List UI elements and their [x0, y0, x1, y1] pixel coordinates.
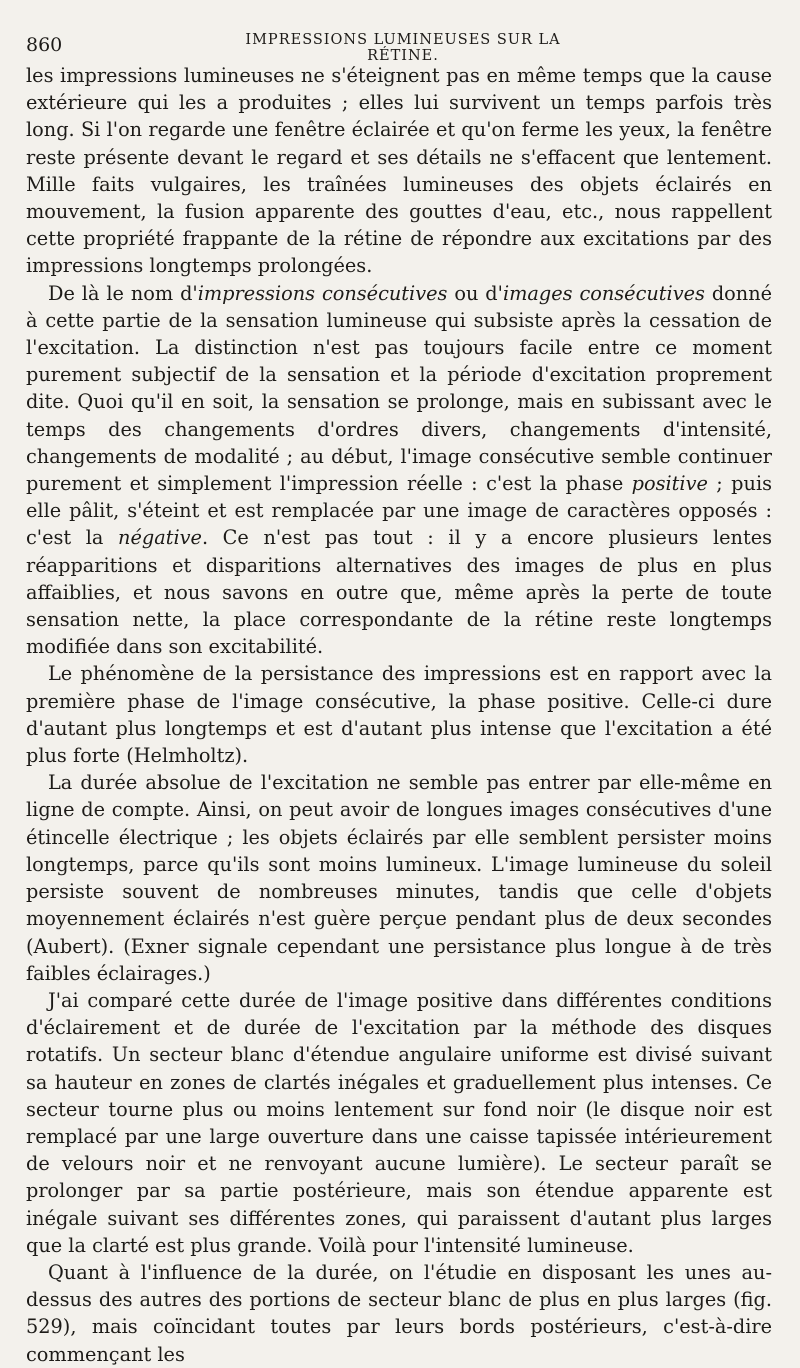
text-run: donné à cette partie de la sensation lumineuse qui subsiste après la cessation de l'excitation. La distinction n'est pas toujours facile entre ce moment purement subjectif de la sensation et la période d'excitation proprement dite. Quoi qu'il en soit, la sensation se prolonge, mais en subissant avec le temps des changements d'ordres divers, changements d'intensité, changements de modalité ; au début, l'image consécutive semble continuer purement et simplement l'impression réelle : c'est la phase — [26, 281, 773, 496]
text-run: Quant à l'influence de la durée, on l'étudie en disposant les unes au-dessus des autres des portions de secteur blanc de plus en plus larges (fig. 529), mais coïncidant toutes par leurs bords postérieurs, c'est-à-dire commençant les — [26, 1260, 772, 1366]
running-title: IMPRESSIONS LUMINEUSES SUR LA RÉTINE. — [245, 32, 561, 64]
text-run: Le phénomène de la persistance des impressions est en rapport avec la première phase de l'image consécutive, la phase positive. Celle-ci dure d'autant plus longtemps et est d'autant plus intense que l'excitation a été plus forte (Helmholtz). — [26, 662, 772, 768]
italic-term: impressions consécutives — [197, 281, 448, 305]
paragraph — [26, 1259, 772, 1368]
italic-term: négative — [118, 526, 202, 550]
text-run: . Ce n'est pas tout : il y a encore plusieurs lentes réapparitions et disparitions alternatives des images de plus en plus affaiblies, et nous savons en outre que, même après la perte de toute sensation nette, la place correspondante de la rétine reste longtemps modifiée dans son excitabilité. — [26, 526, 773, 659]
text-run: La durée absolue de l'excitation ne semble pas entrer par elle-même en ligne de compte. Ainsi, on peut avoir de longues images consécutives d'une étincelle électrique ; les objets éclairés par elle semblent persister moins longtemps, parce qu'ils sont moins lumineux. L'image lumineuse du soleil persiste souvent de nombreuses minutes, tandis que celle d'objets moyennement éclairés n'est guère perçue pendant plus de deux secondes (Aubert). (Exner signale cependant une persistance plus longue à de très faibles éclairages.) — [26, 771, 772, 985]
page-number: 860 — [26, 34, 63, 56]
text-run: ou d' — [447, 281, 503, 305]
paragraph — [26, 660, 772, 769]
page-header — [26, 30, 770, 64]
page-body — [26, 62, 772, 1368]
paragraph — [26, 280, 772, 661]
paragraph — [26, 769, 772, 987]
text-run: J'ai comparé cette durée de l'image positive dans différentes conditions d'éclairement et de durée de l'excitation par la méthode des disques rotatifs. Un secteur blanc d'étendue angulaire uniforme est divisé suivant sa hauteur en zones de clartés inégales et graduellement plus intenses. Ce secteur tourne plus ou moins lentement sur fond noir (le disque noir est remplacé par une large ouverture dans une caisse tapissée intérieurement de velours noir et ne renvoyant aucune lumière). Le secteur paraît se prolonger par sa partie postérieure, mais son étendue apparente est inégale suivant ses différentes zones, qui paraissent d'autant plus larges que la clarté est plus grande. Voilà pour l'intensité lumineuse. — [26, 988, 772, 1257]
paragraph — [26, 987, 772, 1259]
italic-term: images consécutives — [502, 281, 705, 305]
text-run: ; puis elle pâlit, s'éteint et est remplacée par une image de caractères opposés : c'est la — [26, 472, 773, 550]
italic-term: positive — [631, 472, 708, 496]
text-run: De là le nom d' — [48, 281, 198, 305]
paragraph — [26, 62, 772, 280]
text-run: les impressions lumineuses ne s'éteignent pas en même temps que la cause extérieure qui les a produites ; elles lui survivent un temps parfois très long. Si l'on regarde une fenêtre éclairée et qu'on ferme les yeux, la fenêtre reste présente devant le regard et ses détails ne s'effacent que lentement. Mille faits vulgaires, les traînées lumineuses des objets éclairés en mouvement, la fusion apparente des gouttes d'eau, etc., nous rappellent cette propriété frappante de la rétine de répondre aux excitations par des impressions longtemps prolongées. — [26, 64, 772, 278]
